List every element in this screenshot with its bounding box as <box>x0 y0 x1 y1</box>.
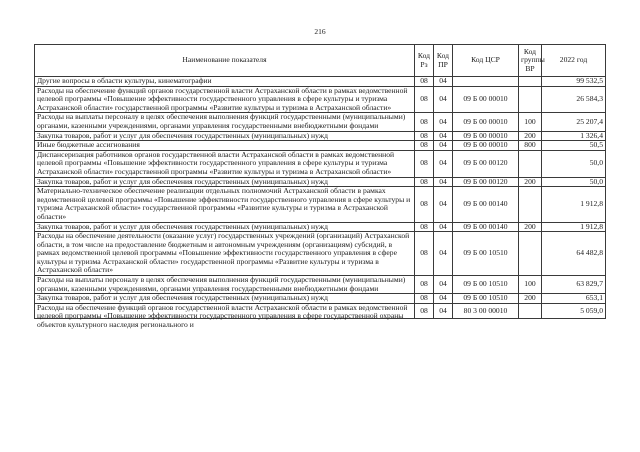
row-csr: 09 Б 00 00140 <box>453 187 519 222</box>
header-year: 2022 год <box>542 45 606 77</box>
row-name-text: Расходы на обеспечение функций органов государственной власти Астраханской области в рамках ведомственной целевой программы «Повышение эффективности государственного управления в сфере государственной охраны объектов культурного наследия регионального и <box>37 302 408 330</box>
row-amount: 63 829,7 <box>542 276 606 294</box>
row-vr <box>519 187 542 222</box>
row-amount: 50,5 <box>542 141 606 151</box>
header-pr: Код ПР <box>434 45 453 77</box>
row-name: Закупка товаров, работ и услуг для обеспечения государственных (муниципальных) нужд <box>35 131 415 141</box>
table-row <box>35 141 606 151</box>
row-pr: 04 <box>434 150 453 177</box>
row-pr: 04 <box>434 86 453 113</box>
table-row <box>35 77 606 87</box>
row-pr: 04 <box>434 113 453 131</box>
row-pr: 04 <box>434 232 453 276</box>
row-vr: 200 <box>519 294 542 304</box>
row-vr <box>519 86 542 113</box>
row-vr: 100 <box>519 113 542 131</box>
row-csr: 09 Б 00 00010 <box>453 86 519 113</box>
row-name: Закупка товаров, работ и услуг для обеспечения государственных (муниципальных) нужд <box>35 222 415 232</box>
table-header-row <box>35 45 606 77</box>
table-row <box>35 303 606 318</box>
row-pr: 04 <box>434 276 453 294</box>
header-name: Наименование показателя <box>35 45 415 77</box>
row-rz: 08 <box>415 187 434 222</box>
header-vr: Код группы ВР <box>519 45 542 77</box>
row-name: Расходы на выплаты персоналу в целях обеспечения выполнения функций государственными (муниципальными) органами, казенными учреждениями, органами управления государственными внебюджетными фондами <box>35 276 415 294</box>
row-csr: 09 Б 00 10510 <box>453 232 519 276</box>
row-amount: 50,0 <box>542 177 606 187</box>
row-csr: 80 3 00 00010 <box>453 303 519 318</box>
row-amount: 99 532,5 <box>542 77 606 87</box>
row-csr: 09 Б 00 00010 <box>453 131 519 141</box>
row-pr: 04 <box>434 141 453 151</box>
row-csr: 09 Б 00 00010 <box>453 113 519 131</box>
row-csr <box>453 77 519 87</box>
row-pr: 04 <box>434 131 453 141</box>
row-pr: 04 <box>434 187 453 222</box>
row-rz: 08 <box>415 150 434 177</box>
row-name: Закупка товаров, работ и услуг для обеспечения государственных (муниципальных) нужд <box>35 294 415 304</box>
row-csr: 09 Б 00 10510 <box>453 276 519 294</box>
row-name: Расходы на выплаты персоналу в целях обеспечения выполнения функций государственными (муниципальными) органами, казенными учреждениями, органами управления государственными внебюджетными фондами <box>35 113 415 131</box>
row-csr: 09 Б 00 00120 <box>453 177 519 187</box>
budget-table <box>34 44 606 330</box>
row-csr: 09 Б 00 00010 <box>453 141 519 151</box>
row-amount: 50,0 <box>542 150 606 177</box>
row-csr: 09 Б 00 00140 <box>453 222 519 232</box>
row-vr: 800 <box>519 141 542 151</box>
row-amount: 1 912,8 <box>542 222 606 232</box>
row-name: Иные бюджетные ассигнования <box>35 141 415 151</box>
header-csr: Код ЦСР <box>453 45 519 77</box>
page-number: 216 <box>314 27 326 36</box>
row-rz: 08 <box>415 77 434 87</box>
row-name: Другие вопросы в области культуры, кинематографии <box>35 77 415 87</box>
row-rz: 08 <box>415 294 434 304</box>
row-name: Расходы на обеспечение деятельности (оказание услуг) государственных учреждений (организаций) Астраханской области, в том числе на предоставление бюджетным и автономным учреждениям (организациям) субсидий, в рамках ведомственной целевой программы «Повышение эффективности государственного управления в сфере культуры и туризма Астраханской области» государственной программы «Развитие культуры и туризма в Астраханской области» <box>35 232 415 276</box>
row-rz: 08 <box>415 276 434 294</box>
table-row <box>35 150 606 177</box>
row-pr: 04 <box>434 303 453 318</box>
row-name: Закупка товаров, работ и услуг для обеспечения государственных (муниципальных) нужд <box>35 177 415 187</box>
row-rz: 08 <box>415 141 434 151</box>
table-row <box>35 294 606 304</box>
table-row <box>35 113 606 131</box>
row-amount: 5 059,0 <box>542 303 606 318</box>
table-row <box>35 232 606 276</box>
row-vr: 200 <box>519 177 542 187</box>
row-pr: 04 <box>434 177 453 187</box>
row-name <box>35 302 415 330</box>
header-rz: Код Рз <box>415 45 434 77</box>
row-name: Расходы на обеспечение функций органов государственной власти Астраханской области в рамках ведомственной целевой программы «Повышение эффективности государственного управления в сфере культуры и туризма Астраханской области» государственной программы «Развитие культуры и туризма в Астраханской области» <box>35 86 415 113</box>
table-row <box>35 276 606 294</box>
row-vr <box>519 303 542 318</box>
row-vr <box>519 77 542 87</box>
row-rz: 08 <box>415 232 434 276</box>
row-vr: 100 <box>519 276 542 294</box>
row-amount: 653,1 <box>542 294 606 304</box>
table-row <box>35 86 606 113</box>
row-amount: 1 912,8 <box>542 187 606 222</box>
row-rz: 08 <box>415 222 434 232</box>
row-rz: 08 <box>415 303 434 318</box>
row-amount: 26 584,3 <box>542 86 606 113</box>
row-amount: 1 326,4 <box>542 131 606 141</box>
row-name: Диспансеризация работников органов государственной власти Астраханской области в рамках ведомственной целевой программы «Повышение эффективности государственного управления в сфере культуры и туризма Астраханской области» государственной программы «Развитие культуры и туризма в Астраханской области» <box>35 150 415 177</box>
row-vr <box>519 150 542 177</box>
row-amount: 64 482,8 <box>542 232 606 276</box>
row-vr <box>519 232 542 276</box>
row-rz: 08 <box>415 177 434 187</box>
row-vr: 200 <box>519 131 542 141</box>
row-pr: 04 <box>434 222 453 232</box>
row-rz: 08 <box>415 131 434 141</box>
row-name: Материально-техническое обеспечение реализации отдельных полномочий Астраханской области в рамках ведомственной целевой программы «Повышение эффективности государственного управления в сфере культуры и туризма Астраханской области» государственной программы «Развитие культуры и туризма в Астраханской области» <box>35 187 415 222</box>
row-rz: 08 <box>415 113 434 131</box>
row-rz: 08 <box>415 86 434 113</box>
row-pr: 04 <box>434 77 453 87</box>
row-vr: 200 <box>519 222 542 232</box>
table-row <box>35 187 606 222</box>
row-csr: 09 Б 00 10510 <box>453 294 519 304</box>
row-amount: 25 207,4 <box>542 113 606 131</box>
row-csr: 09 Б 00 00120 <box>453 150 519 177</box>
row-pr: 04 <box>434 294 453 304</box>
